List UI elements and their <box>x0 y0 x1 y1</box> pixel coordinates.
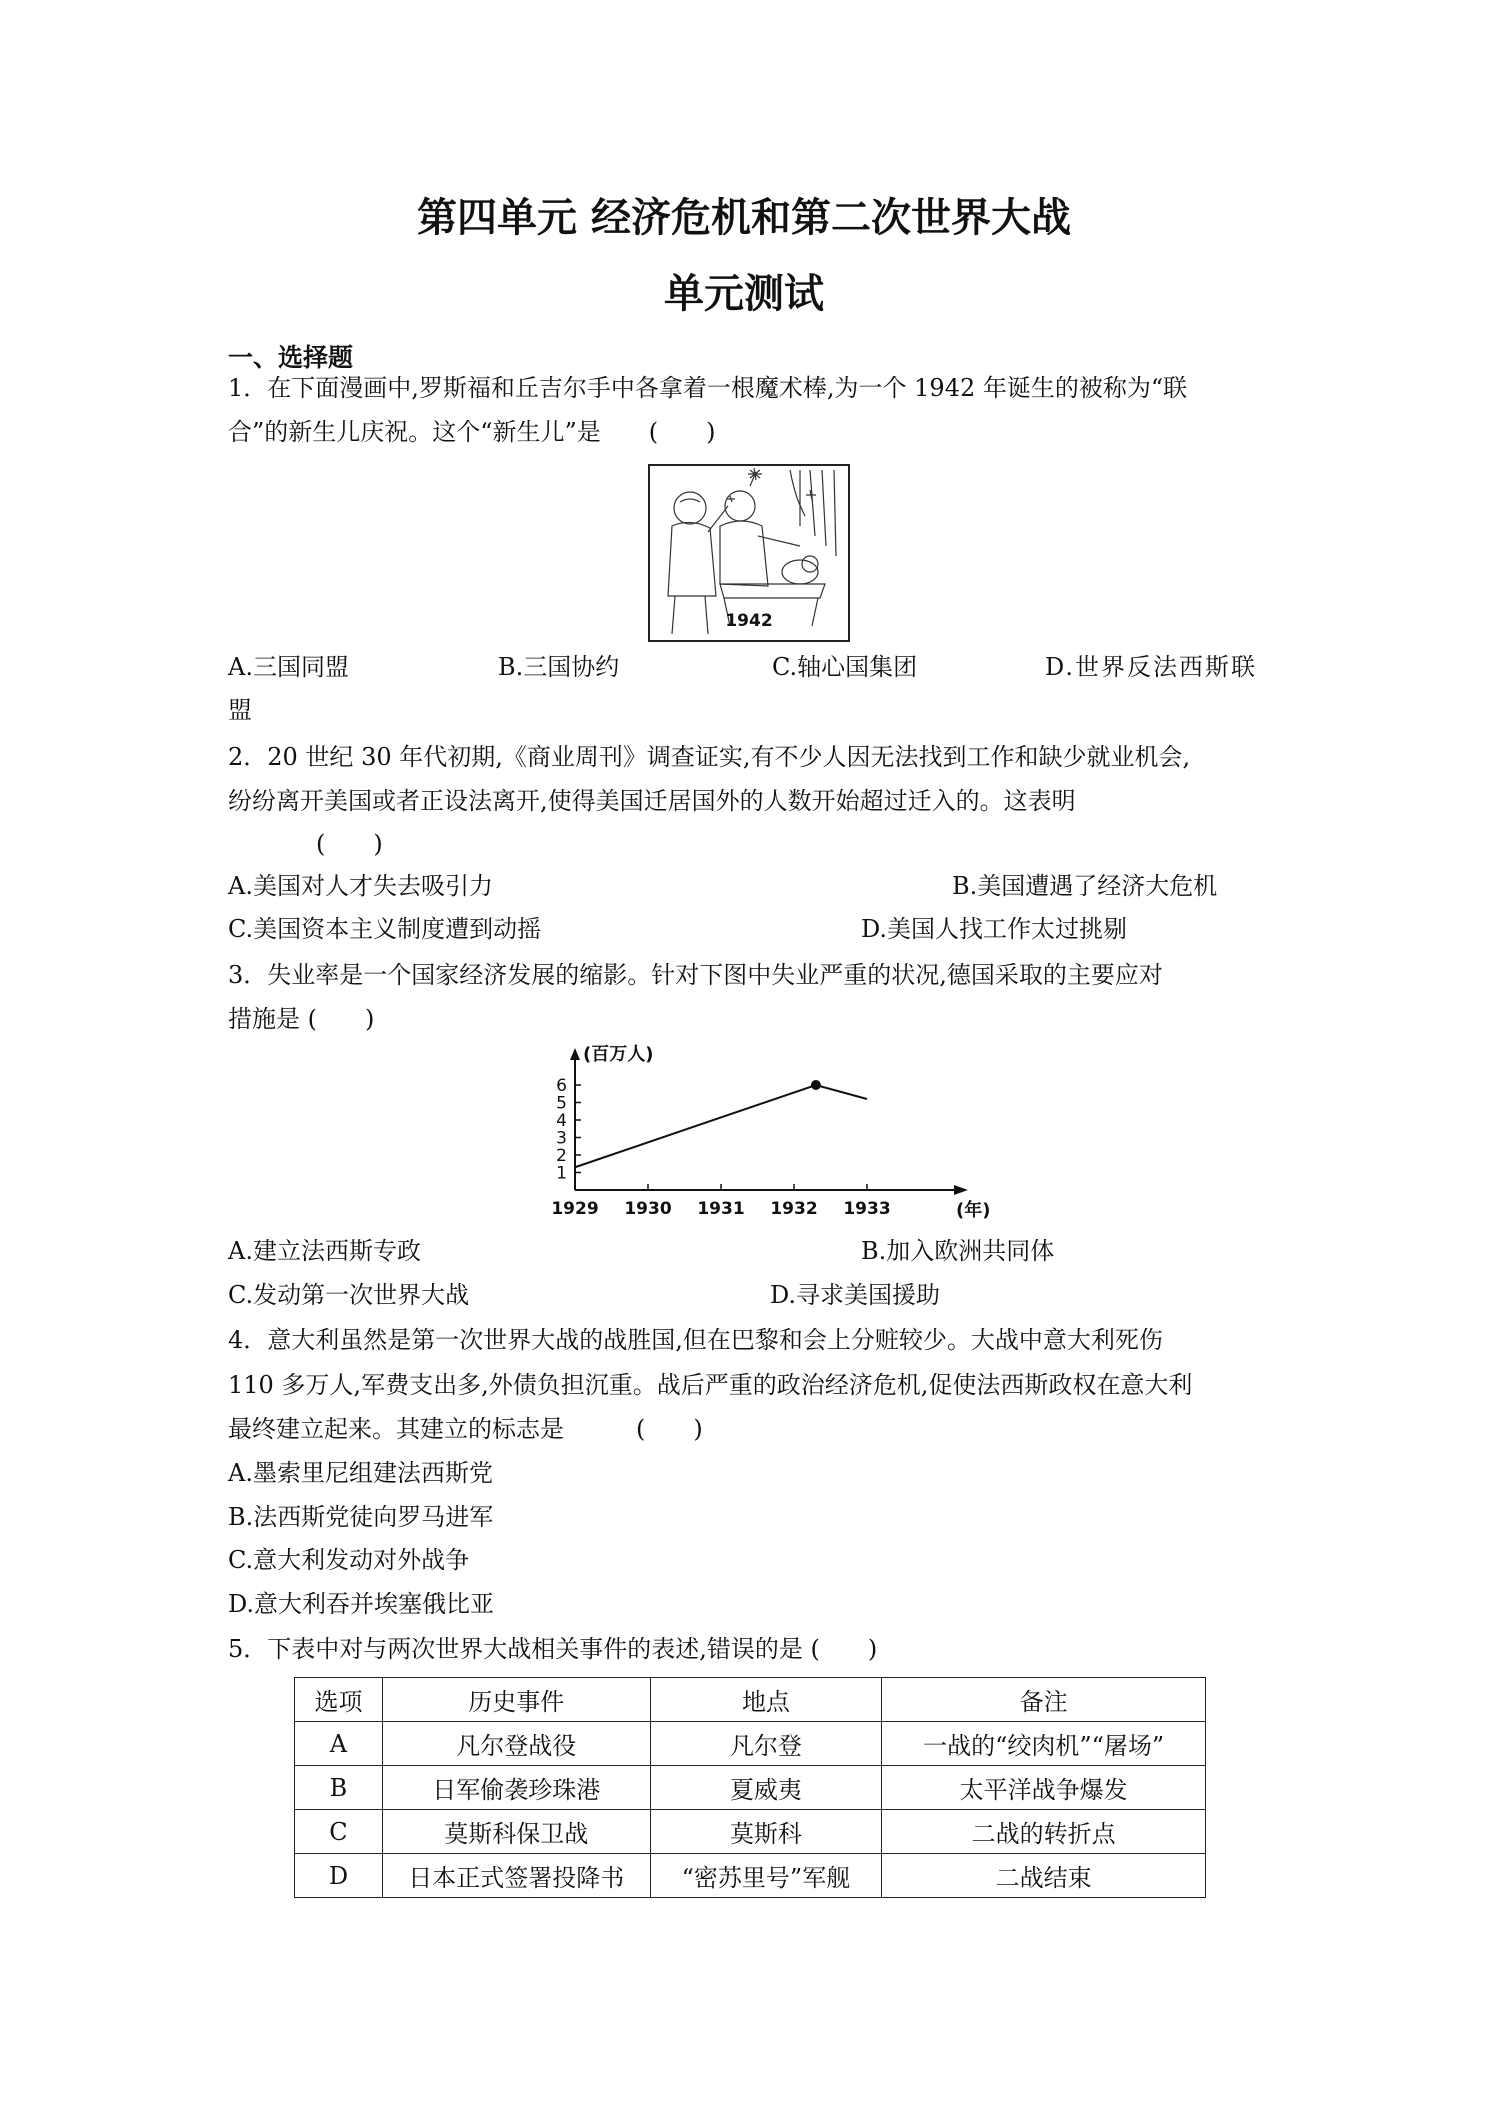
cartoon-year-label: 1942 <box>725 611 773 631</box>
table-row <box>295 1766 1206 1810</box>
q4-option-b[interactable]: B.法西斯党徒向罗马进军 <box>228 1503 494 1531</box>
cartoon-image <box>648 464 850 642</box>
y-tick-label: 1 <box>556 1163 567 1184</box>
x-axis-arrow <box>954 1185 968 1195</box>
unemployment-chart <box>545 1040 991 1222</box>
table-header-cell: 选项 <box>295 1678 383 1722</box>
q1-option-d-cont: 盟 <box>228 696 252 724</box>
q4-option-d[interactable]: D.意大利吞并埃塞俄比亚 <box>228 1590 495 1618</box>
table-header-cell: 备注 <box>882 1678 1206 1722</box>
y-tick-label: 2 <box>556 1146 567 1166</box>
peak-data-point <box>811 1080 821 1090</box>
q1-option-c[interactable]: C.轴心国集团 <box>772 653 918 681</box>
table-cell: 夏威夷 <box>650 1766 882 1810</box>
x-tick-label: 1933 <box>843 1199 891 1219</box>
x-tick-label: 1929 <box>551 1199 599 1219</box>
x-tick-label: 1931 <box>697 1199 745 1219</box>
unemployment-series-line <box>575 1085 867 1167</box>
q3-option-b[interactable]: B.加入欧洲共同体 <box>861 1237 1055 1265</box>
table-cell: 一战的“绞肉机”“屠场” <box>882 1722 1206 1766</box>
q1-option-b[interactable]: B.三国协约 <box>498 653 620 681</box>
q3-stem-line1: 3．失业率是一个国家经济发展的缩影。针对下图中失业严重的状况,德国采取的主要应对 <box>228 961 1163 989</box>
table-cell: 二战的转折点 <box>882 1810 1206 1854</box>
y-axis-label: (百万人) <box>583 1044 654 1065</box>
table-cell: “密苏里号”军舰 <box>650 1854 882 1898</box>
events-table <box>294 1677 1206 1898</box>
page-subtitle: 单元测试 <box>664 271 824 317</box>
table-header-cell: 历史事件 <box>382 1678 650 1722</box>
table-cell: C <box>295 1810 383 1854</box>
q2-stem-line1: 2．20 世纪 30 年代初期,《商业周刊》调查证实,有不少人因无法找到工作和缺少就业机会, <box>228 743 1191 771</box>
q2-option-d[interactable]: D.美国人找工作太过挑剔 <box>861 915 1128 943</box>
table-header-row <box>295 1678 1206 1722</box>
table-row <box>295 1810 1206 1854</box>
table-row <box>295 1722 1206 1766</box>
x-tick-label: 1930 <box>624 1199 672 1219</box>
y-tick-label: 3 <box>556 1128 567 1149</box>
q3-option-c[interactable]: C.发动第一次世界大战 <box>228 1281 470 1309</box>
q3-option-a[interactable]: A.建立法西斯专政 <box>228 1237 421 1265</box>
table-cell: A <box>295 1722 383 1766</box>
table-cell: 莫斯科保卫战 <box>382 1810 650 1854</box>
table-cell: 莫斯科 <box>650 1810 882 1854</box>
x-tick-label: 1932 <box>770 1199 818 1219</box>
q1-stem-line2: 合”的新生儿庆祝。这个“新生儿”是 ( ) <box>228 418 716 446</box>
q4-option-a[interactable]: A.墨索里尼组建法西斯党 <box>228 1459 493 1487</box>
table-cell: 日本正式签署投降书 <box>382 1854 650 1898</box>
table-cell: 日军偷袭珍珠港 <box>382 1766 650 1810</box>
section-heading: 一、选择题 <box>228 343 354 372</box>
table-cell: 凡尔登战役 <box>382 1722 650 1766</box>
y-tick-label: 6 <box>556 1076 567 1096</box>
q3-option-d[interactable]: D.寻求美国援助 <box>770 1281 941 1309</box>
q2-option-b[interactable]: B.美国遭遇了经济大危机 <box>952 872 1218 900</box>
y-axis-arrow <box>570 1048 580 1060</box>
q2-option-a[interactable]: A.美国对人才失去吸引力 <box>228 872 493 900</box>
y-tick-label: 5 <box>556 1093 567 1114</box>
page-title: 第四单元 经济危机和第二次世界大战 <box>417 195 1071 241</box>
q2-option-c[interactable]: C.美国资本主义制度遭到动摇 <box>228 915 542 943</box>
table-cell: B <box>295 1766 383 1810</box>
q4-stem-line1: 4．意大利虽然是第一次世界大战的战胜国,但在巴黎和会上分赃较少。大战中意大利死伤 <box>228 1326 1163 1354</box>
table-cell: 太平洋战争爆发 <box>882 1766 1206 1810</box>
table-cell: 二战结束 <box>882 1854 1206 1898</box>
y-tick-label: 4 <box>556 1111 567 1131</box>
q5-stem-line1: 5．下表中对与两次世界大战相关事件的表述,错误的是 ( ) <box>228 1635 878 1663</box>
q2-answer-bracket: ( ) <box>316 830 383 858</box>
q1-stem-line1: 1．在下面漫画中,罗斯福和丘吉尔手中各拿着一根魔术棒,为一个 1942 年诞生的被称为“联 <box>228 374 1188 402</box>
table-cell: D <box>295 1854 383 1898</box>
q4-stem-line3: 最终建立起来。其建立的标志是 ( ) <box>228 1415 703 1443</box>
table-cell: 凡尔登 <box>650 1722 882 1766</box>
q1-option-a[interactable]: A.三国同盟 <box>228 653 349 681</box>
q1-option-d[interactable]: D.世界反法西斯联 <box>1045 653 1258 681</box>
q4-option-c[interactable]: C.意大利发动对外战争 <box>228 1546 470 1574</box>
x-axis-label: (年) <box>956 1200 991 1221</box>
table-row <box>295 1854 1206 1898</box>
q3-stem-line2: 措施是 ( ) <box>228 1005 375 1033</box>
q2-stem-line2: 纷纷离开美国或者正设法离开,使得美国迁居国外的人数开始超过迁入的。这表明 <box>228 787 1076 815</box>
table-header-cell: 地点 <box>650 1678 882 1722</box>
q4-stem-line2: 110 多万人,军费支出多,外债负担沉重。战后严重的政治经济危机,促使法西斯政权在意大利 <box>228 1371 1193 1399</box>
